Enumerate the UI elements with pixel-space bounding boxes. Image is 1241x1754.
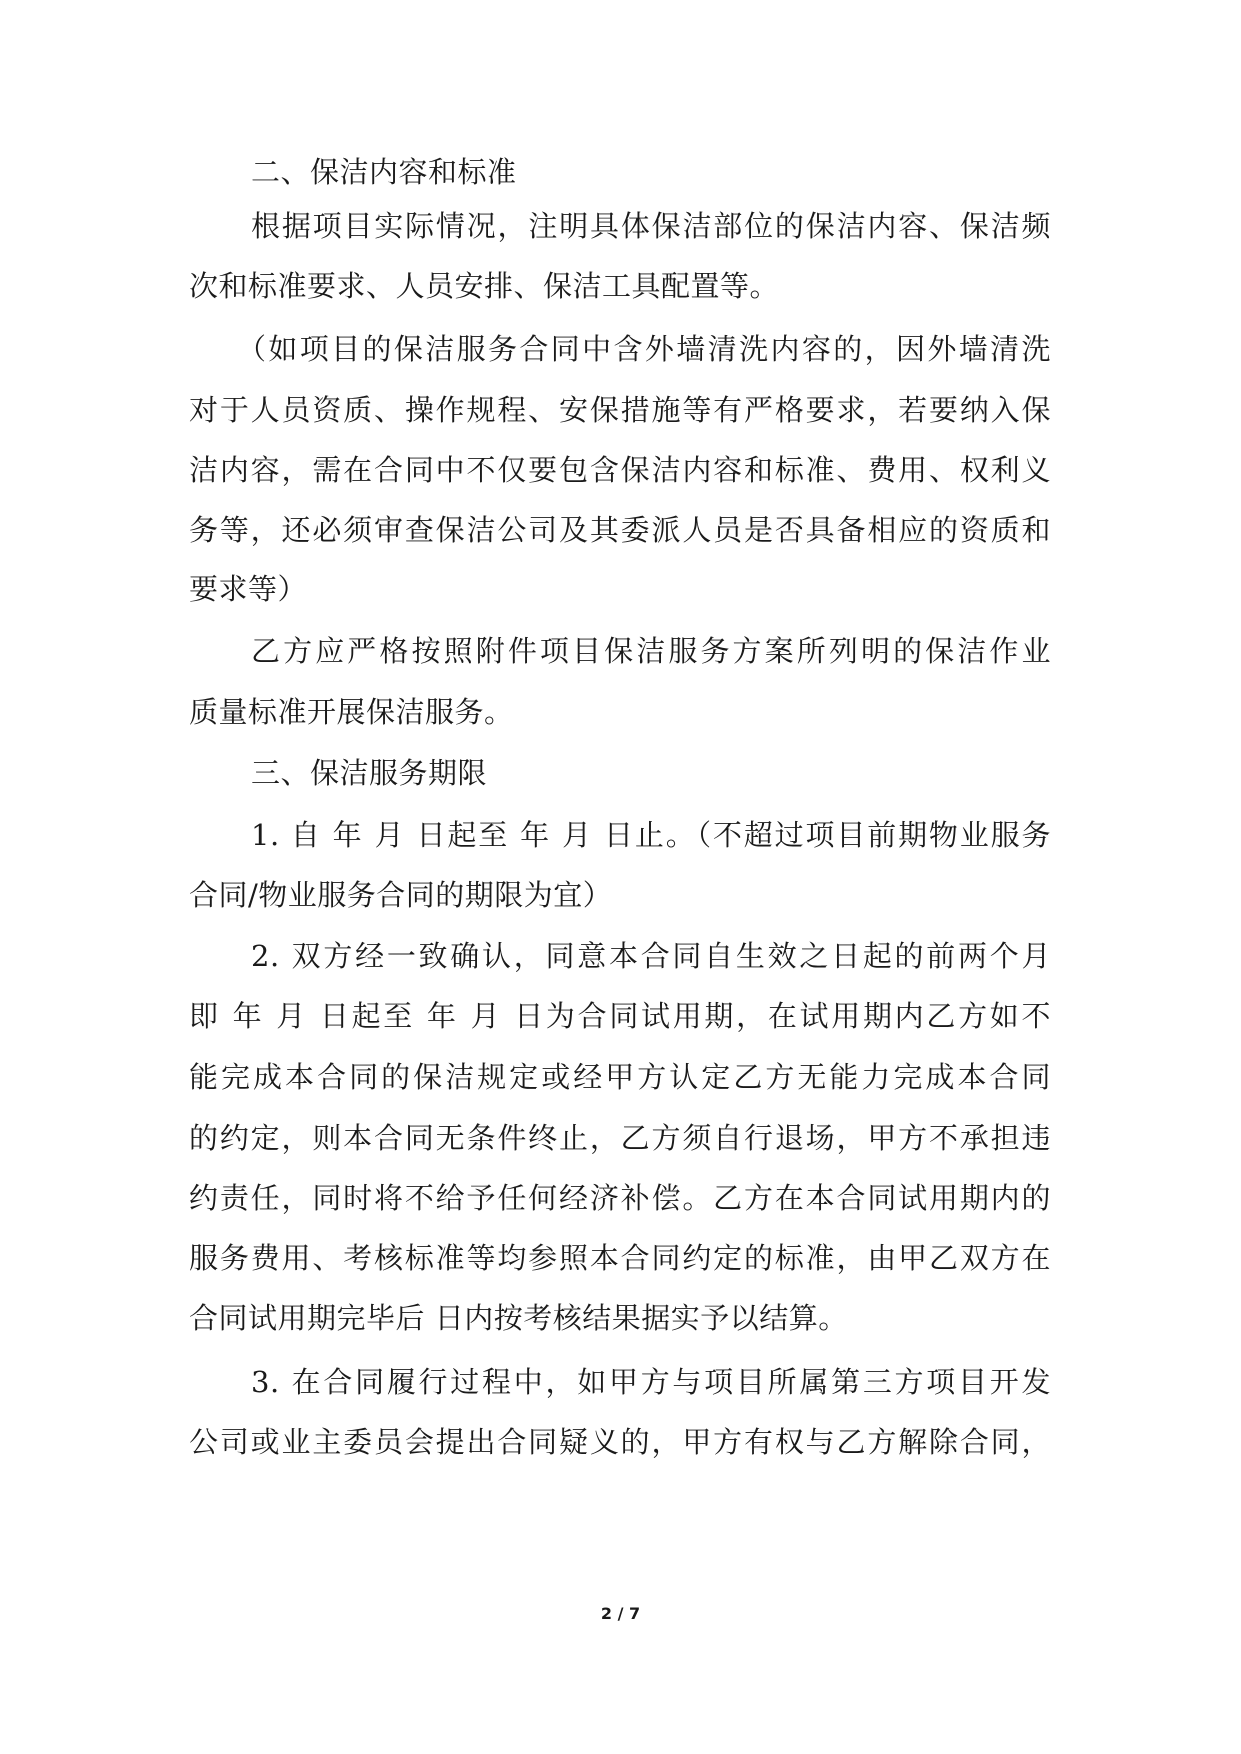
- section-heading: 二、保洁内容和标准: [251, 155, 517, 189]
- paragraph-line: 公司或业主委员会提出合同疑义的，甲方有权与乙方解除合同，: [189, 1425, 1051, 1459]
- paragraph-line: 3. 在合同履行过程中，如甲方与项目所属第三方项目开发: [251, 1365, 1051, 1399]
- page-number: 2 / 7: [600, 1604, 641, 1623]
- paragraph-line: 的约定，则本合同无条件终止，乙方须自行退场，甲方不承担违: [189, 1121, 1051, 1155]
- paragraph-line: 合同试用期完毕后 日内按考核结果据实予以结算。: [189, 1301, 848, 1335]
- section-heading: 三、保洁服务期限: [251, 756, 488, 790]
- paragraph-line: 务等，还必须审查保洁公司及其委派人员是否具备相应的资质和: [189, 513, 1051, 547]
- paragraph-line: 约责任，同时将不给予任何经济补偿。乙方在本合同试用期内的: [189, 1181, 1051, 1215]
- paragraph-line: 能完成本合同的保洁规定或经甲方认定乙方无能力完成本合同: [189, 1060, 1051, 1094]
- paragraph-line: 即 年 月 日起至 年 月 日为合同试用期，在试用期内乙方如不: [189, 999, 1051, 1033]
- paragraph-line: 根据项目实际情况，注明具体保洁部位的保洁内容、保洁频: [251, 209, 1051, 243]
- paragraph-line: 洁内容，需在合同中不仅要包含保洁内容和标准、费用、权利义: [189, 453, 1051, 487]
- paragraph-line: 2. 双方经一致确认，同意本合同自生效之日起的前两个月: [251, 939, 1051, 973]
- paragraph-line: 要求等）: [189, 572, 308, 606]
- paragraph-line: 1. 自 年 月 日起至 年 月 日止。（不超过项目前期物业服务: [251, 818, 1051, 852]
- paragraph-line: 质量标准开展保洁服务。: [189, 695, 514, 729]
- paragraph-line: 次和标准要求、人员安排、保洁工具配置等。: [189, 269, 780, 303]
- paragraph-line: 合同/物业服务合同的期限为宜）: [189, 878, 613, 912]
- paragraph-line: （如项目的保洁服务合同中含外墙清洗内容的，因外墙清洗: [237, 332, 1051, 366]
- paragraph-line: 乙方应严格按照附件项目保洁服务方案所列明的保洁作业: [251, 634, 1051, 668]
- paragraph-line: 对于人员资质、操作规程、安保措施等有严格要求，若要纳入保: [189, 393, 1051, 427]
- paragraph-line: 服务费用、考核标准等均参照本合同约定的标准，由甲乙双方在: [189, 1241, 1051, 1275]
